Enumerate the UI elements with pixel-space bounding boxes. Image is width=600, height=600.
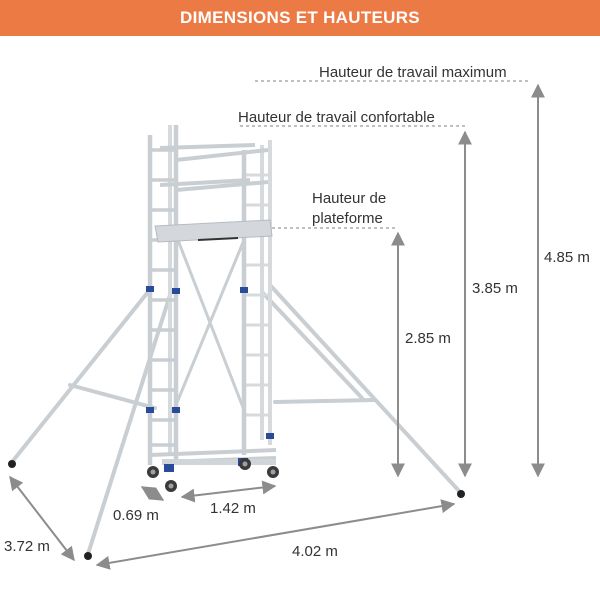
outrigger-foot (84, 552, 92, 560)
max-height-value: 4.85 m (544, 249, 590, 266)
comfort-height-value: 3.85 m (472, 280, 518, 297)
platform-height-value: 2.85 m (405, 330, 451, 347)
depth-arrow (142, 487, 163, 500)
max-height-label: Hauteur de travail maximum (319, 64, 507, 81)
outrigger-foot (457, 490, 465, 498)
header-title: DIMENSIONS ET HAUTEURS (180, 8, 420, 27)
platform-height-label-line1: Hauteur de (312, 190, 387, 207)
scaffold-tower (8, 125, 465, 560)
outrigger-width-value: 4.02 m (292, 543, 338, 560)
comfort-height-label: Hauteur de travail confortable (238, 109, 435, 126)
platform-deck (155, 220, 272, 242)
platform-height-label-line2: plateforme (312, 210, 383, 227)
base-width-value: 1.42 m (210, 500, 256, 517)
base-depth-value: 0.69 m (113, 507, 159, 524)
outrigger-depth-value: 3.72 m (4, 538, 50, 555)
outrigger-foot (8, 460, 16, 468)
width-arrow (182, 486, 275, 497)
